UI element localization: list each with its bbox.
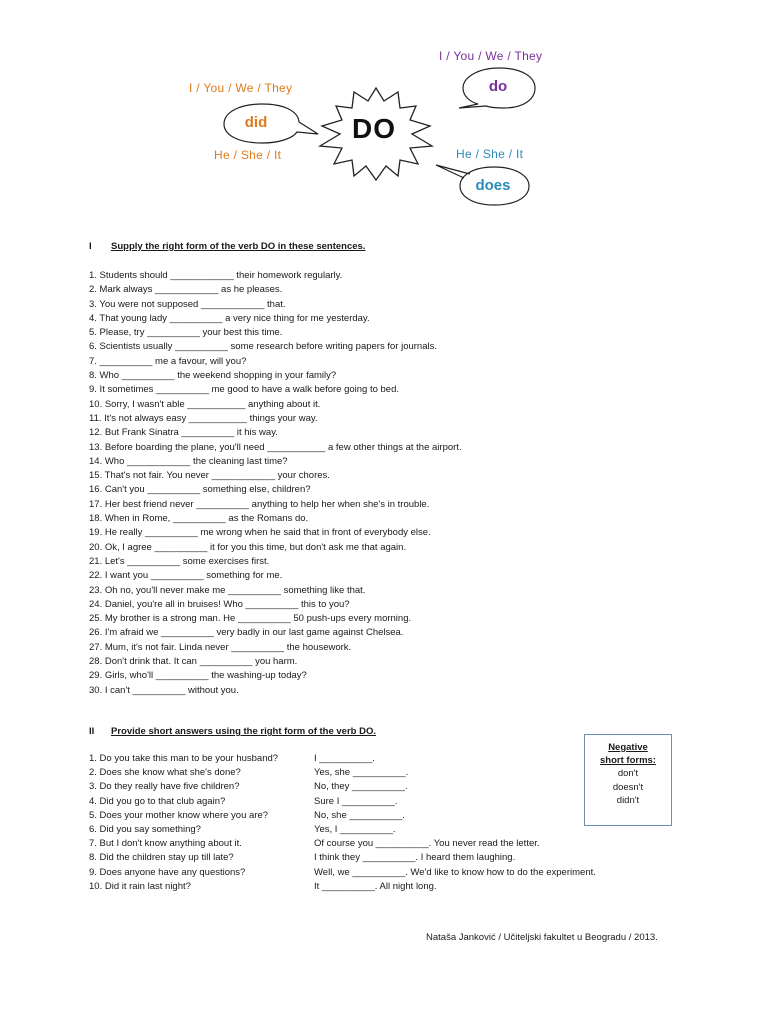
exercise-item: 23. Oh no, you'll never make me __________ something like that. bbox=[89, 584, 366, 596]
negative-form-dont: don't bbox=[617, 768, 639, 779]
negative-box-title-line1: Negative bbox=[608, 742, 648, 753]
exercise-item: 24. Daniel, you're all in bruises! Who __________ this to you? bbox=[89, 598, 350, 610]
present-third-person-pronouns: He / She / It bbox=[456, 147, 524, 161]
exercise-item: 25. My brother is a strong man. He __________ 50 push-ups every morning. bbox=[89, 613, 412, 625]
answer-text: Yes, she __________. bbox=[314, 767, 409, 779]
answer-text: It __________. All night long. bbox=[314, 880, 437, 892]
section-2-number: II bbox=[89, 726, 95, 737]
exercise-item: 16. Can't you __________ something else, children? bbox=[89, 484, 311, 496]
exercise-item: 2. Mark always ____________ as he pleases. bbox=[89, 284, 283, 296]
answer-text: Sure I __________. bbox=[314, 795, 398, 807]
exercise-item: 1. Students should ____________ their homework regularly. bbox=[89, 270, 343, 281]
question-text: 1. Do you take this man to be your husband? bbox=[89, 753, 279, 764]
question-text: 2. Does she know what she's done? bbox=[89, 767, 241, 779]
short-answer-row bbox=[89, 780, 649, 794]
short-answer-row bbox=[89, 866, 649, 880]
negative-form-didnt: didn't bbox=[616, 795, 640, 806]
present-plural-pronouns: I / You / We / They bbox=[439, 49, 543, 63]
exercise-item: 27. Mum, it's not fair. Linda never __________ the housework. bbox=[89, 641, 352, 653]
center-verb-do: DO bbox=[352, 113, 396, 144]
answer-text: I think they __________. I heard them laughing. bbox=[314, 852, 516, 864]
question-text: 5. Does your mother know where you are? bbox=[89, 809, 269, 821]
answer-text: Of course you __________. You never read the letter. bbox=[314, 838, 540, 850]
exercise-item: 29. Girls, who'll __________ the washing-up today? bbox=[89, 670, 307, 682]
section-1-instruction: Supply the right form of the verb DO in these sentences. bbox=[111, 241, 366, 252]
short-answer-row bbox=[89, 795, 649, 809]
does-label: does bbox=[475, 177, 511, 194]
negative-box-title-line2: short forms: bbox=[600, 755, 656, 766]
question-text: 7. But I don't know anything about it. bbox=[89, 838, 242, 850]
exercise-item: 10. Sorry, I wasn't able ___________ anything about it. bbox=[89, 398, 321, 410]
author-footer: Nataša Janković / Učiteljski fakultet u Beogradu / 2013. bbox=[426, 932, 658, 943]
exercise-item: 6. Scientists usually __________ some research before writing papers for journals. bbox=[89, 341, 437, 353]
answer-text: I __________. bbox=[314, 753, 375, 764]
exercise-item: 17. Her best friend never __________ anything to help her when she's in trouble. bbox=[89, 498, 430, 510]
exercise-item: 28. Don't drink that. It can __________ you harm. bbox=[89, 656, 298, 668]
exercise-item: 9. It sometimes __________ me good to have a walk before going to bed. bbox=[89, 384, 400, 396]
short-answer-row bbox=[89, 766, 649, 780]
exercise-item: 14. Who ____________ the cleaning last time? bbox=[89, 455, 288, 467]
section-2-short-answer-list bbox=[89, 752, 649, 894]
exercise-item: 18. When in Rome, __________ as the Romans do. bbox=[89, 513, 309, 525]
exercise-item: 21. Let's __________ some exercises first. bbox=[89, 555, 270, 567]
do-label: do bbox=[488, 78, 508, 95]
exercise-item: 30. I can't __________ without you. bbox=[89, 684, 239, 696]
answer-text: Yes, I __________. bbox=[314, 823, 396, 835]
answer-text: No, she __________. bbox=[314, 809, 405, 821]
did-label: did bbox=[244, 114, 268, 131]
exercise-item: 7. __________ me a favour, will you? bbox=[89, 355, 247, 367]
question-text: 10. Did it rain last night? bbox=[89, 880, 191, 892]
answer-text: No, they __________. bbox=[314, 781, 408, 793]
short-answer-row bbox=[89, 809, 649, 823]
answer-text: Well, we __________. We'd like to know how to do the experiment. bbox=[314, 866, 596, 878]
short-answer-row bbox=[89, 851, 649, 865]
question-text: 8. Did the children stay up till late? bbox=[89, 852, 234, 864]
short-answer-row bbox=[89, 823, 649, 837]
exercise-item: 3. You were not supposed ____________ that. bbox=[89, 298, 286, 310]
exercise-item: 11. It's not always easy ___________ things your way. bbox=[89, 412, 318, 424]
short-answer-row bbox=[89, 880, 649, 894]
section-1-exercise-list bbox=[89, 269, 462, 698]
question-text: 4. Did you go to that club again? bbox=[89, 795, 226, 807]
exercise-item: 20. Ok, I agree __________ it for you this time, but don't ask me that again. bbox=[89, 541, 407, 553]
past-third-person-pronouns: He / She / It bbox=[214, 148, 282, 162]
exercise-item: 15. That's not fair. You never ____________ your chores. bbox=[89, 470, 330, 482]
past-plural-pronouns: I / You / We / They bbox=[189, 81, 293, 95]
exercise-item: 13. Before boarding the plane, you'll need ___________ a few other things at the airport. bbox=[89, 441, 462, 453]
question-text: 9. Does anyone have any questions? bbox=[89, 866, 246, 878]
exercise-item: 8. Who __________ the weekend shopping in your family? bbox=[89, 370, 337, 382]
section-2-heading bbox=[89, 726, 376, 737]
short-answer-row bbox=[89, 837, 649, 851]
question-text: 3. Do they really have five children? bbox=[89, 781, 240, 793]
exercise-item: 26. I'm afraid we __________ very badly in our last game against Chelsea. bbox=[89, 627, 404, 639]
exercise-item: 22. I want you __________ something for me. bbox=[89, 570, 283, 582]
section-1-heading bbox=[89, 241, 365, 252]
short-answer-row bbox=[89, 752, 649, 766]
question-text: 6. Did you say something? bbox=[89, 823, 201, 835]
exercise-item: 12. But Frank Sinatra __________ it his way. bbox=[89, 427, 278, 439]
section-2-instruction: Provide short answers using the right form of the verb DO. bbox=[111, 726, 376, 737]
section-1-number: I bbox=[89, 241, 92, 252]
exercise-item: 5. Please, try __________ your best this time. bbox=[89, 327, 283, 339]
exercise-item: 4. That young lady __________ a very nice thing for me yesterday. bbox=[89, 312, 370, 324]
exercise-item: 19. He really __________ me wrong when he said that in front of everybody else. bbox=[89, 527, 431, 539]
negative-form-doesnt: doesn't bbox=[612, 781, 644, 793]
negative-short-forms-box bbox=[584, 734, 672, 826]
